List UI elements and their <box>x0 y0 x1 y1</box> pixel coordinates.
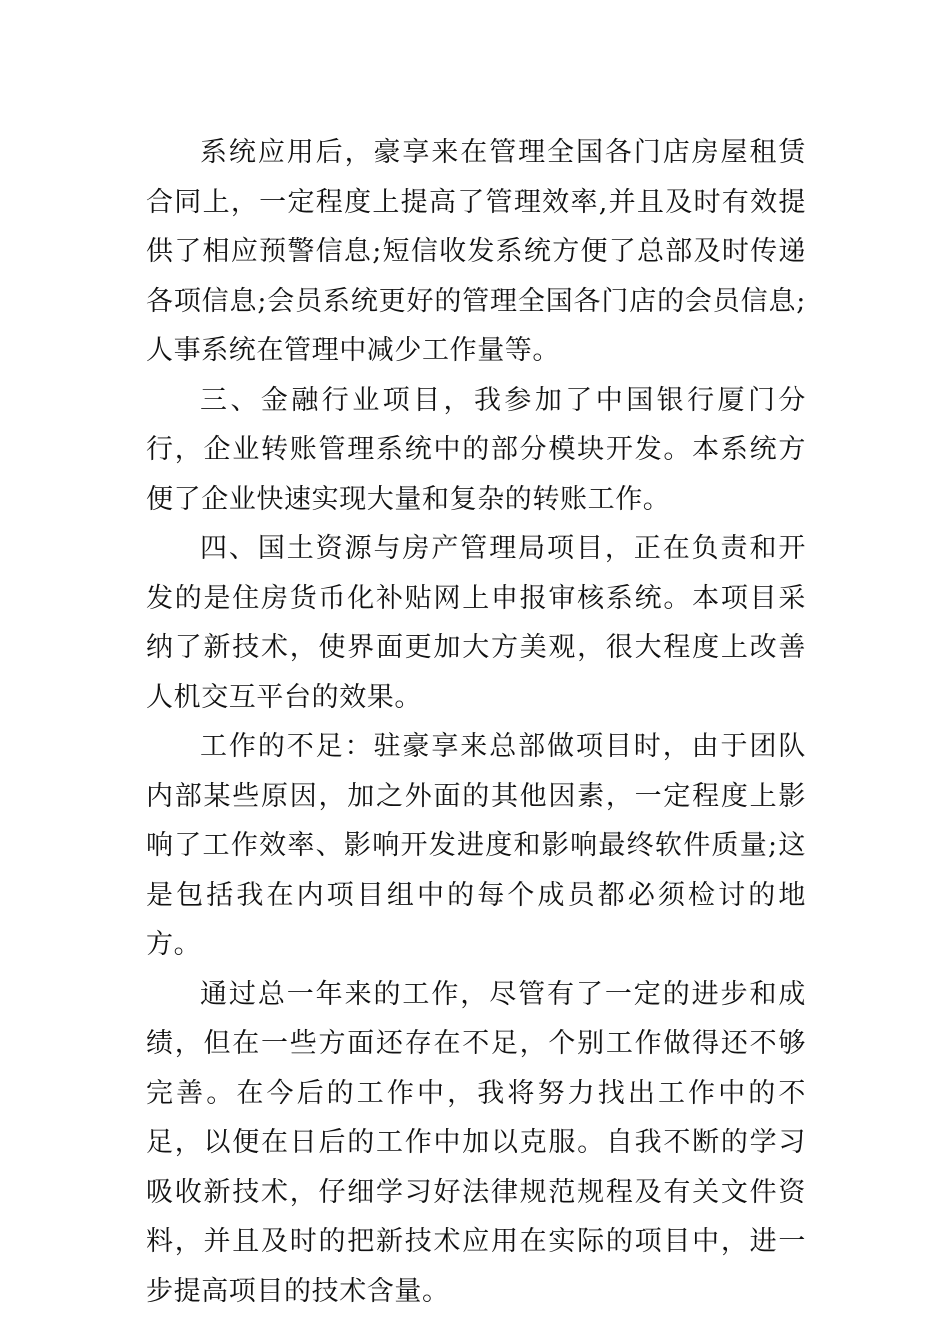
paragraph-system-application: 系统应用后，豪享来在管理全国各门店房屋租赁合同上，一定程度上提高了管理效率,并且及时有效提供了相应预警信息;短信收发系统方便了总部及时传递各项信息;会员系统更好的管理全国各门店的会员信息;人事系统在管理中减少工作量等。 <box>146 137 806 366</box>
paragraph-work-shortcomings: 工作的不足：驻豪享来总部做项目时，由于团队内部某些原因，加之外面的其他因素，一定程度上影响了工作效率、影响开发进度和影响最终软件质量;这是包括我在内项目组中的每个成员都必须检讨的地方。 <box>146 731 806 960</box>
paragraph-finance-project: 三、金融行业项目，我参加了中国银行厦门分行，企业转账管理系统中的部分模块开发。本系统方便了企业快速实现大量和复杂的转账工作。 <box>146 384 806 515</box>
paragraph-summary: 通过总一年来的工作，尽管有了一定的进步和成绩，但在一些方面还存在不足，个别工作做得还不够完善。在今后的工作中，我将努力找出工作中的不足，以便在日后的工作中加以克服。自我不断的学习吸收新技术，仔细学习好法律规范规程及有关文件资料，并且及时的把新技术应用在实际的项目中，进一步提高项目的技术含量。 <box>146 978 806 1307</box>
paragraph-land-resources-project: 四、国土资源与房产管理局项目，正在负责和开发的是住房货币化补贴网上申报审核系统。本项目采纳了新技术，使界面更加大方美观，很大程度上改善人机交互平台的效果。 <box>146 533 806 713</box>
document-body <box>146 128 806 1316</box>
